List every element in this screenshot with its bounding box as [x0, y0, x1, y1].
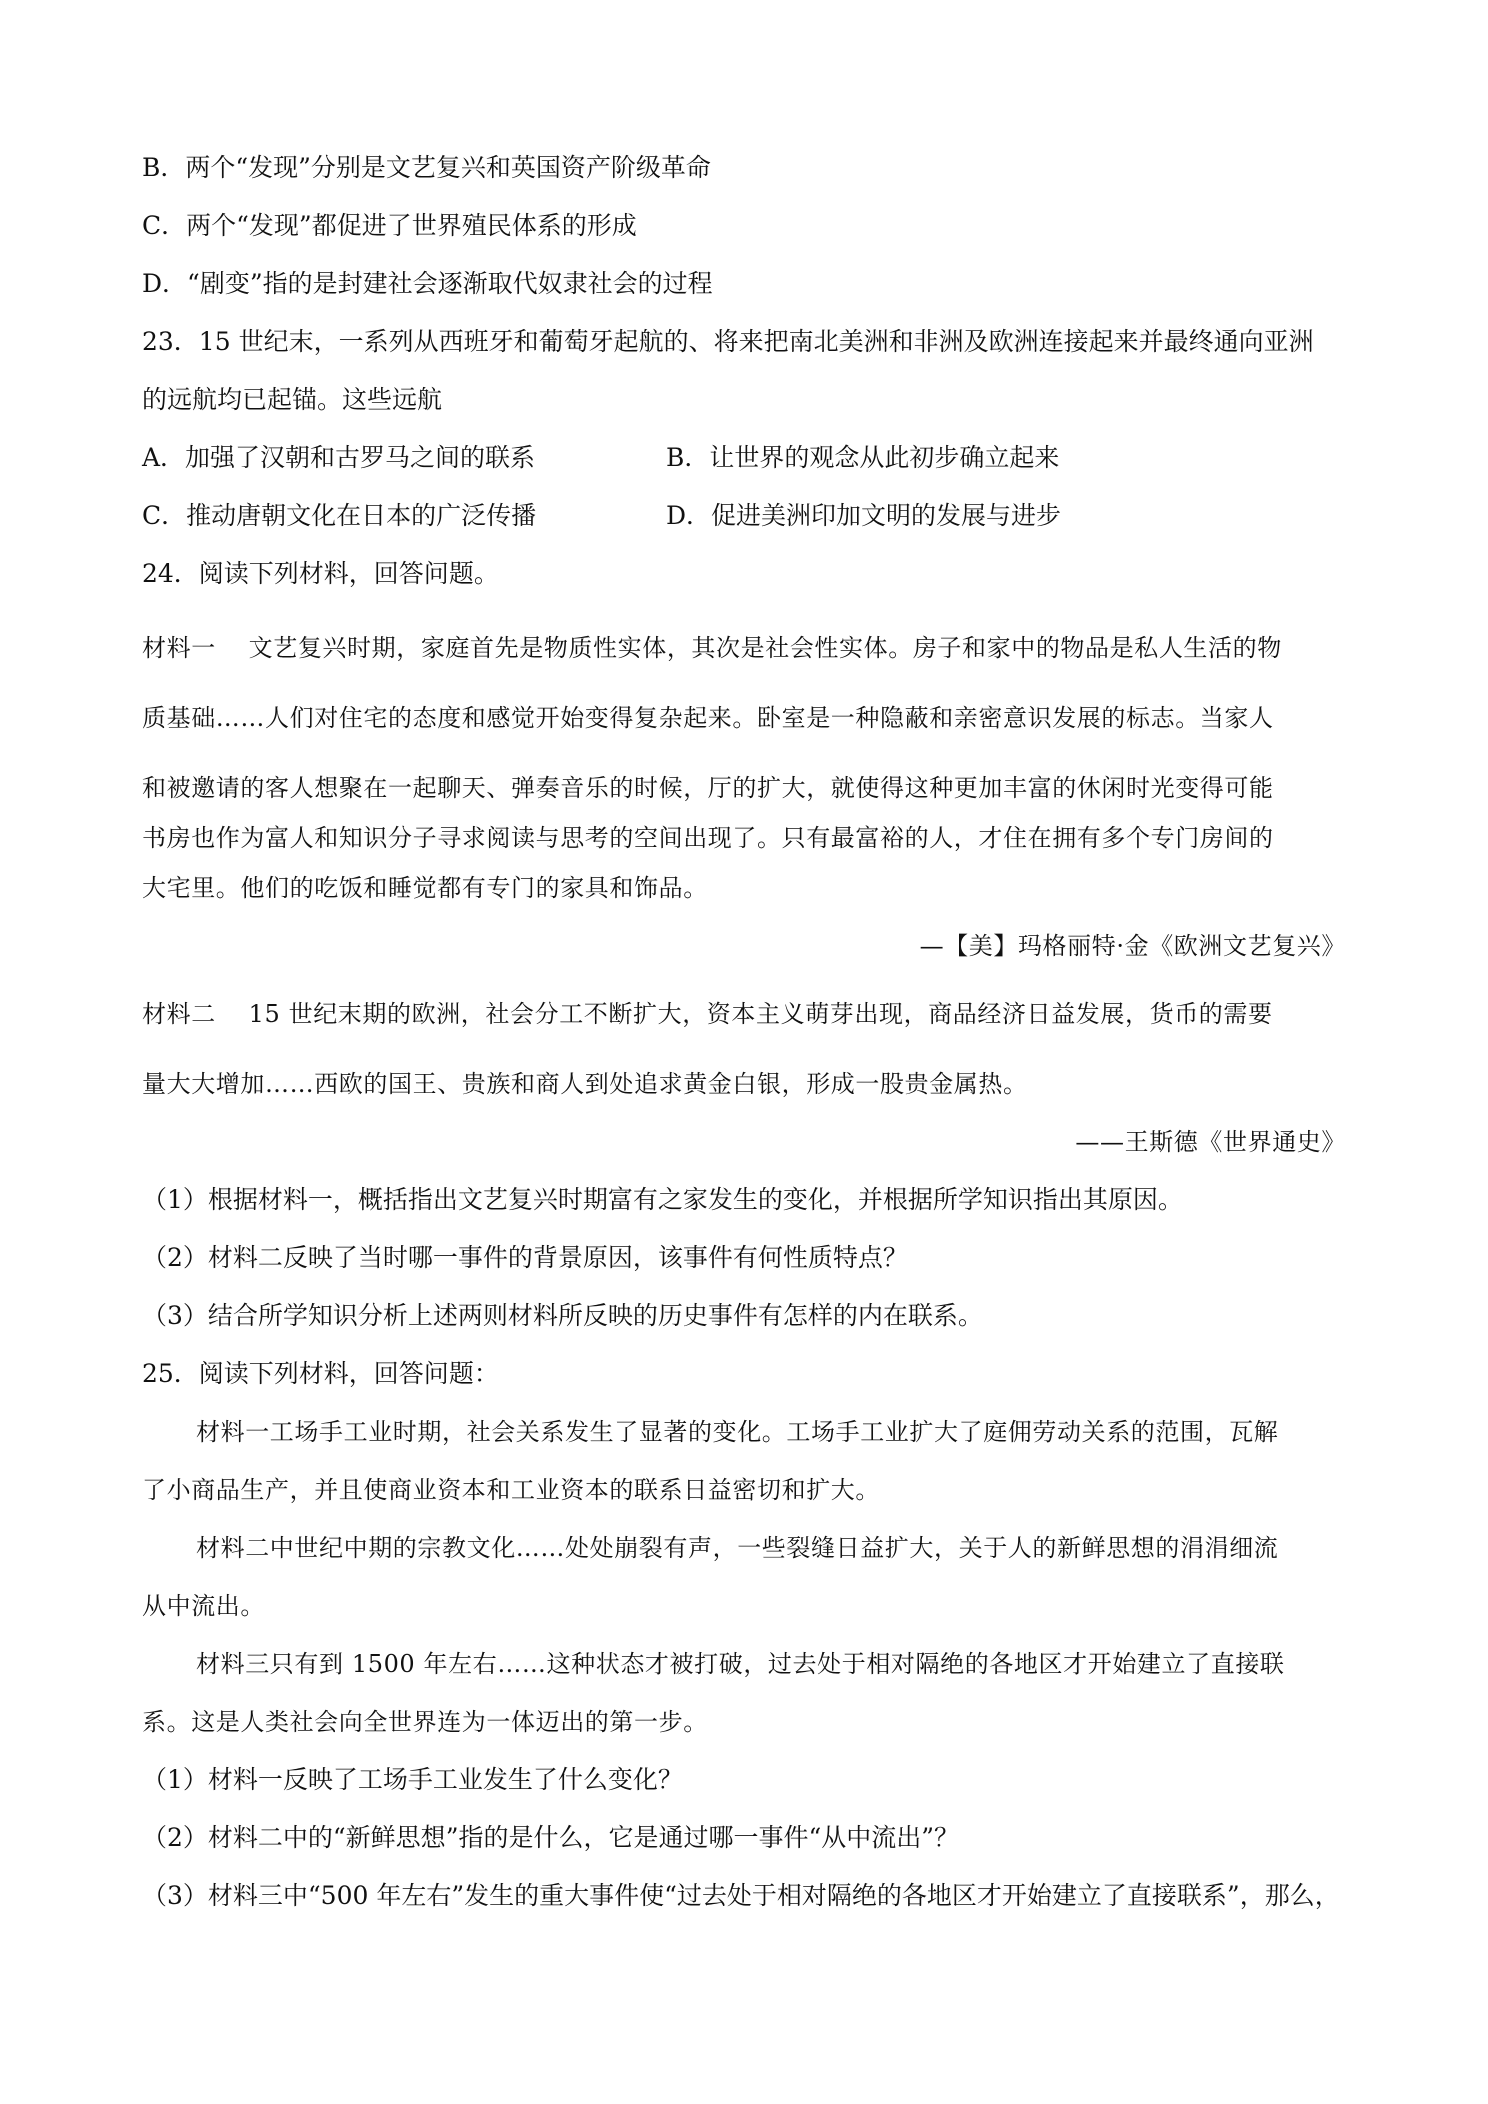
q24-material-1-line-4: 书房也作为富人和知识分子寻求阅读与思考的空间出现了。只有最富裕的人，才住在拥有多个专门房间的: [142, 824, 1274, 852]
q24-material-2-source: ——王斯德《世界通史》: [1075, 1128, 1346, 1156]
q25-stem: 25．阅读下列材料，回答问题：: [142, 1359, 499, 1388]
q23-option-c: C．推动唐朝文化在日本的广泛传播: [142, 501, 537, 530]
q24-material-2-line-2: 量大大增加……西欧的国王、贵族和商人到处追求黄金白银，形成一股贵金属热。: [142, 1070, 1028, 1098]
q25-material-2-line-2: 从中流出。: [142, 1592, 265, 1620]
q25-subquestion-3: （3）材料三中“500 年左右”发生的重大事件使“过去处于相对隔绝的各地区才开始建立了直接联系”，那么，: [142, 1881, 1340, 1910]
q24-material-1-line-5: 大宅里。他们的吃饭和睡觉都有专门的家具和饰品。: [142, 874, 708, 902]
q23-option-d: D．促进美洲印加文明的发展与进步: [666, 501, 1062, 530]
q24-subquestion-3: （3）结合所学知识分析上述两则材料所反映的历史事件有怎样的内在联系。: [142, 1301, 983, 1330]
q24-material-2-line-1: 材料二 15 世纪末期的欧洲，社会分工不断扩大，资本主义萌芽出现，商品经济日益发展，货币的需要: [142, 1000, 1273, 1028]
q22-option-c: C．两个“发现”都促进了世界殖民体系的形成: [142, 211, 637, 240]
q25-material-1-line-2: 了小商品生产，并且使商业资本和工业资本的联系日益密切和扩大。: [142, 1476, 880, 1504]
q22-option-b: B．两个“发现”分别是文艺复兴和英国资产阶级革命: [142, 153, 711, 182]
q25-material-1-line-1: 材料一工场手工业时期，社会关系发生了显著的变化。工场手工业扩大了庭佣劳动关系的范围，瓦解: [196, 1418, 1279, 1446]
q23-option-a: A．加强了汉朝和古罗马之间的联系: [142, 443, 536, 472]
q25-subquestion-1: （1）材料一反映了工场手工业发生了什么变化？: [142, 1765, 683, 1794]
q22-option-d: D．“剧变”指的是封建社会逐渐取代奴隶社会的过程: [142, 269, 713, 298]
q25-subquestion-2: （2）材料二中的“新鲜思想”指的是什么，它是通过哪一事件“从中流出”？: [142, 1823, 960, 1852]
q24-stem: 24．阅读下列材料，回答问题。: [142, 559, 499, 588]
q23-stem-line-2: 的远航均已起锚。这些远航: [142, 385, 443, 414]
q24-material-1-source: —【美】玛格丽特·金《欧洲文艺复兴》: [919, 932, 1346, 960]
q24-material-1-line-1: 材料一 文艺复兴时期，家庭首先是物质性实体，其次是社会性实体。房子和家中的物品是私人生活的物: [142, 634, 1282, 662]
q23-stem-line-1: 23．15 世纪末，一系列从西班牙和葡萄牙起航的、将来把南北美洲和非洲及欧洲连接起来并最终通向亚洲: [142, 327, 1314, 356]
q24-material-1-line-2: 质基础……人们对住宅的态度和感觉开始变得复杂起来。卧室是一种隐蔽和亲密意识发展的标志。当家人: [142, 704, 1274, 732]
q25-material-3-line-1: 材料三只有到 1500 年左右……这种状态才被打破，过去处于相对隔绝的各地区才开始建立了直接联: [196, 1650, 1285, 1678]
q24-subquestion-2: （2）材料二反映了当时哪一事件的背景原因，该事件有何性质特点？: [142, 1243, 908, 1272]
q24-subquestion-1: （1）根据材料一，概括指出文艺复兴时期富有之家发生的变化，并根据所学知识指出其原因。: [142, 1185, 1183, 1214]
q25-material-2-line-1: 材料二中世纪中期的宗教文化……处处崩裂有声，一些裂缝日益扩大，关于人的新鲜思想的涓涓细流: [196, 1534, 1279, 1562]
q23-option-b: B．让世界的观念从此初步确立起来: [666, 443, 1060, 472]
q24-material-1-line-3: 和被邀请的客人想聚在一起聊天、弹奏音乐的时候，厅的扩大，就使得这种更加丰富的休闲时光变得可能: [142, 774, 1274, 802]
q25-material-3-line-2: 系。这是人类社会向全世界连为一体迈出的第一步。: [142, 1708, 708, 1736]
